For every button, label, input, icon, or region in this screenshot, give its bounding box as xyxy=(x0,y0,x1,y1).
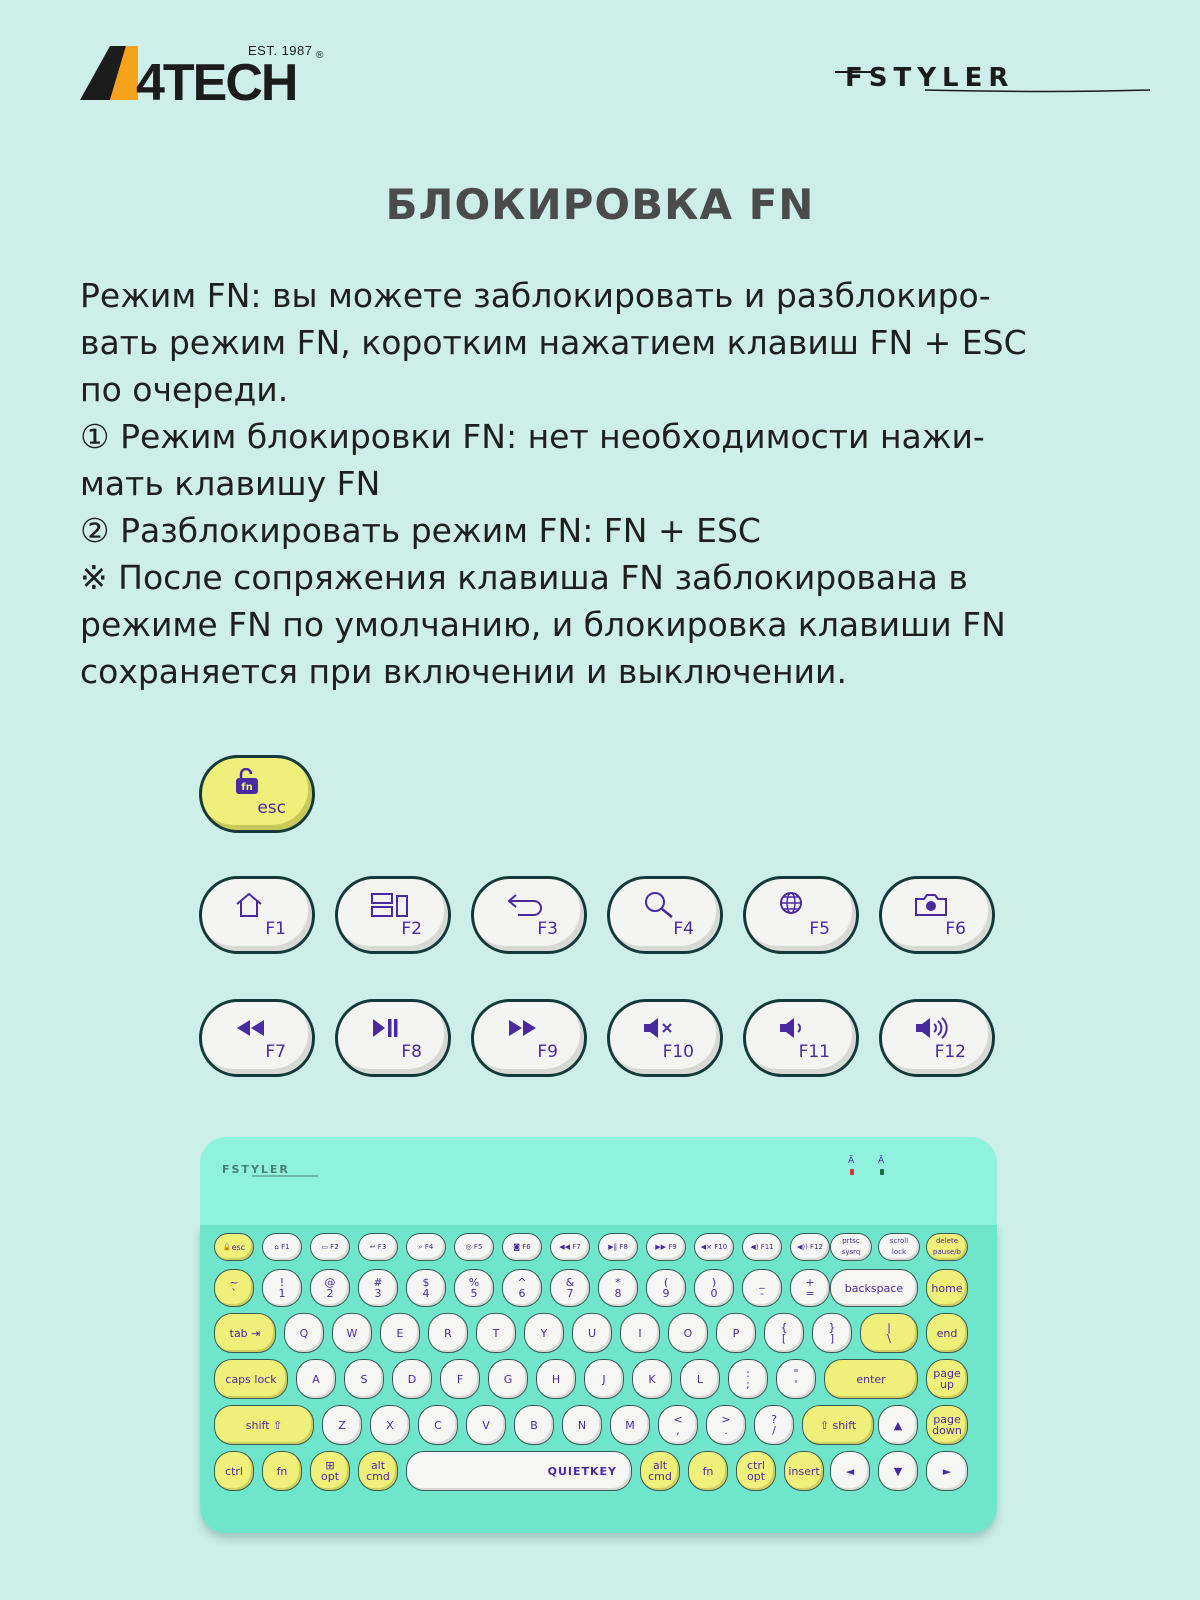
kb-key-page-down: page down xyxy=(926,1405,968,1445)
kb-key-x: X xyxy=(370,1405,410,1445)
kb-key-esc: 🔒 esc xyxy=(214,1233,254,1261)
kb-key-lbracket: { [ xyxy=(764,1313,804,1353)
f12-key xyxy=(879,999,995,1077)
kb-key-f8: ▶‖ F8 xyxy=(598,1233,638,1261)
kb-key-enter: enter xyxy=(824,1359,918,1399)
keyboard-top-panel xyxy=(200,1137,997,1227)
kb-key-e: E xyxy=(380,1313,420,1353)
kb-key-f11: ◀) F11 xyxy=(742,1233,782,1261)
kb-key-f4: ⌕ F4 xyxy=(406,1233,446,1261)
f10-key xyxy=(607,999,723,1077)
kb-key-right-fn: fn xyxy=(688,1451,728,1491)
esc-key xyxy=(199,755,315,833)
search-icon xyxy=(642,891,676,924)
kb-key-z: Z xyxy=(322,1405,362,1445)
description-line: вать режим FN, коротким нажатием клавиш FN + ESC xyxy=(80,323,1027,362)
rewind-icon xyxy=(234,1014,268,1047)
kb-key-arrow-up: ▲ xyxy=(878,1405,918,1445)
kb-key-3: # 3 xyxy=(358,1269,398,1307)
kb-key-backslash: | \ xyxy=(860,1313,918,1353)
kb-key-h: H xyxy=(536,1359,576,1399)
keyboard-body xyxy=(200,1225,997,1533)
f6-key xyxy=(879,876,995,954)
kb-key-comma: < , xyxy=(658,1405,698,1445)
kb-key-insert: insert xyxy=(784,1451,824,1491)
kb-key-6: ^ 6 xyxy=(502,1269,542,1307)
description-line: ② Разблокировать режим FN: FN + ESC xyxy=(80,511,761,550)
kb-key-n: N xyxy=(562,1405,602,1445)
keyboard-brand-logo xyxy=(222,1161,322,1184)
kb-key-c: C xyxy=(418,1405,458,1445)
kb-key-r: R xyxy=(428,1313,468,1353)
kb-key-f5: ◎ F5 xyxy=(454,1233,494,1261)
kb-key-k: K xyxy=(632,1359,672,1399)
kb-key-period: > . xyxy=(706,1405,746,1445)
f4-label: F4 xyxy=(673,919,694,939)
kb-key-f12: ◀)) F12 xyxy=(790,1233,830,1261)
description xyxy=(80,272,1150,695)
kb-key-y: Y xyxy=(524,1313,564,1353)
kb-key-u: U xyxy=(572,1313,612,1353)
description-line: Режим FN: вы можете заблокировать и разблокиро- xyxy=(80,276,991,315)
kb-key-home: home xyxy=(926,1269,968,1307)
f1-key xyxy=(199,876,315,954)
f8-label: F8 xyxy=(401,1042,422,1062)
led-green xyxy=(880,1169,884,1175)
f5-label: F5 xyxy=(809,919,830,939)
keyboard-illustration xyxy=(200,1137,997,1533)
kb-key-backspace: backspace xyxy=(830,1269,918,1307)
a4tech-logo xyxy=(80,38,324,104)
kb-key-f6: ◙ F6 xyxy=(502,1233,542,1261)
kb-key-f1: ⌂ F1 xyxy=(262,1233,302,1261)
fast-forward-icon xyxy=(506,1014,540,1047)
kb-key-alt-cmd: alt cmd xyxy=(358,1451,398,1491)
esc-label: esc xyxy=(257,798,286,818)
play-pause-icon xyxy=(370,1014,404,1047)
kb-key-right-ctrl: ctrl opt xyxy=(736,1451,776,1491)
kb-key-f2: ▭ F2 xyxy=(310,1233,350,1261)
description-line: ※ После сопряжения клавиша FN заблокирована в xyxy=(80,558,968,597)
kb-key-2: @ 2 xyxy=(310,1269,350,1307)
kb-key-l: L xyxy=(680,1359,720,1399)
kb-key-5: % 5 xyxy=(454,1269,494,1307)
f1-label: F1 xyxy=(265,919,286,939)
caps-lock-indicator-icon: Ā xyxy=(848,1156,855,1166)
f7-key xyxy=(199,999,315,1077)
kb-key-f10: ◀× F10 xyxy=(694,1233,734,1261)
kb-key-s: S xyxy=(344,1359,384,1399)
kb-key-f9: ▶▶ F9 xyxy=(646,1233,686,1261)
kb-key-j: J xyxy=(584,1359,624,1399)
kb-key-caps-lock: caps lock xyxy=(214,1359,288,1399)
kb-key-g: G xyxy=(488,1359,528,1399)
kb-key-f7: ◀◀ F7 xyxy=(550,1233,590,1261)
kb-key-t: T xyxy=(476,1313,516,1353)
kb-key-arrow-left: ◄ xyxy=(830,1451,870,1491)
kb-key-b: B xyxy=(514,1405,554,1445)
kb-key-d: D xyxy=(392,1359,432,1399)
kb-key-p: P xyxy=(716,1313,756,1353)
svg-text:FSTYLER: FSTYLER xyxy=(845,63,1015,93)
kb-key-0: ) 0 xyxy=(694,1269,734,1307)
description-line: сохраняется при включении и выключении. xyxy=(80,652,847,691)
f3-label: F3 xyxy=(537,919,558,939)
kb-key-prtsc: prtsc sysrq xyxy=(830,1233,872,1261)
description-line: по очереди. xyxy=(80,370,289,409)
kb-key-delete: delete pause/b xyxy=(926,1233,968,1261)
led-red xyxy=(850,1169,854,1175)
kb-key-8: * 8 xyxy=(598,1269,638,1307)
f5-key xyxy=(743,876,859,954)
description-line: режиме FN по умолчанию, и блокировка клавиши FN xyxy=(80,605,1006,644)
f7-label: F7 xyxy=(265,1042,286,1062)
fn-lock-indicator-icon: Ā xyxy=(878,1156,885,1166)
kb-key-spacebar: QUIETKEY xyxy=(406,1451,632,1491)
kb-key-scroll-lock: scroll lock xyxy=(878,1233,920,1261)
f12-label: F12 xyxy=(934,1042,966,1062)
kb-key-rbracket: } ] xyxy=(812,1313,852,1353)
camera-icon xyxy=(914,891,948,924)
f4-key xyxy=(607,876,723,954)
est-label: EST. 1987 xyxy=(248,43,313,58)
svg-text:fn: fn xyxy=(241,782,253,793)
kb-key-semicolon: : ; xyxy=(728,1359,768,1399)
kb-key-left-shift: shift ⇧ xyxy=(214,1405,314,1445)
f11-label: F11 xyxy=(798,1042,830,1062)
home-icon xyxy=(234,891,264,924)
registered-mark: ® xyxy=(316,50,324,61)
f9-label: F9 xyxy=(537,1042,558,1062)
kb-key-o: O xyxy=(668,1313,708,1353)
kb-key-tilde: ~ ` xyxy=(214,1269,254,1307)
kb-key-7: & 7 xyxy=(550,1269,590,1307)
f10-label: F10 xyxy=(662,1042,694,1062)
f8-key xyxy=(335,999,451,1077)
kb-key-left-ctrl: ctrl xyxy=(214,1451,254,1491)
kb-key-right-alt-cmd: alt cmd xyxy=(640,1451,680,1491)
globe-icon xyxy=(778,891,808,924)
f2-key xyxy=(335,876,451,954)
kb-key-i: I xyxy=(620,1313,660,1353)
f3-key xyxy=(471,876,587,954)
description-line: ① Режим блокировки FN: нет необходимости нажи- xyxy=(80,417,985,456)
kb-key-1: ! 1 xyxy=(262,1269,302,1307)
kb-key-page-up: page up xyxy=(926,1359,968,1399)
kb-key-fn: fn xyxy=(262,1451,302,1491)
kb-key-4: $ 4 xyxy=(406,1269,446,1307)
svg-text:FSTYLER: FSTYLER xyxy=(222,1163,290,1176)
kb-key-f: F xyxy=(440,1359,480,1399)
kb-key-f3: ↩ F3 xyxy=(358,1233,398,1261)
kb-key-equals: + = xyxy=(790,1269,830,1307)
kb-key-m: M xyxy=(610,1405,650,1445)
kb-key-end: end xyxy=(926,1313,968,1353)
svg-text:4TECH: 4TECH xyxy=(136,54,297,104)
f11-key xyxy=(743,999,859,1077)
page-title: БЛОКИРОВКА FN xyxy=(385,180,815,229)
f6-label: F6 xyxy=(945,919,966,939)
kb-key-opt: ⊞ opt xyxy=(310,1451,350,1491)
kb-key-v: V xyxy=(466,1405,506,1445)
kb-key-w: W xyxy=(332,1313,372,1353)
kb-key-tab: tab ⇥ xyxy=(214,1313,276,1353)
f2-label: F2 xyxy=(401,919,422,939)
kb-key-slash: ? / xyxy=(754,1405,794,1445)
kb-key-quote: " ' xyxy=(776,1359,816,1399)
kb-key-right-shift: ⇧ shift xyxy=(802,1405,874,1445)
kb-key-a: A xyxy=(296,1359,336,1399)
kb-key-q: Q xyxy=(284,1313,324,1353)
description-line: мать клавишу FN xyxy=(80,464,381,503)
kb-key-9: ( 9 xyxy=(646,1269,686,1307)
kb-key-arrow-down: ▼ xyxy=(878,1451,918,1491)
fstyler-logo xyxy=(835,58,1155,103)
kb-key-minus: _ - xyxy=(742,1269,782,1307)
kb-key-arrow-right: ► xyxy=(926,1451,968,1491)
f9-key xyxy=(471,999,587,1077)
